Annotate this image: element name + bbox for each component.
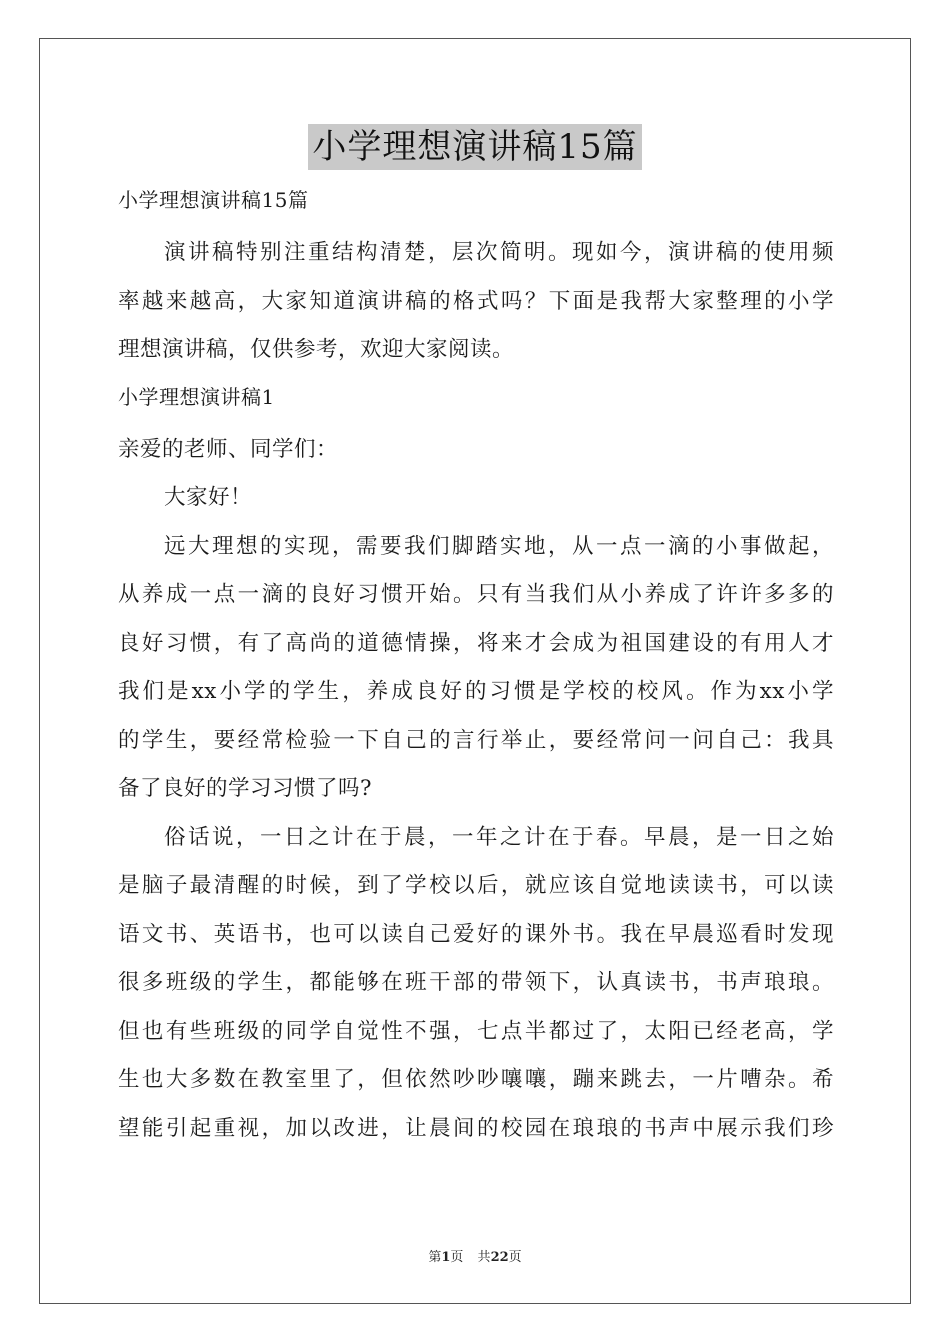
body-line: 俗话说，一日之计在于晨，一年之计在于春。早晨，是一日之始 [164,824,834,850]
document-body [118,178,834,1153]
page-number: 1 [441,1250,451,1265]
total-pages: 22 [490,1250,509,1265]
greeting: 大家好！ [164,485,253,510]
intro-line: 演讲稿特别注重结构清楚，层次简明。现如今，演讲稿的使用频 [164,240,834,265]
page-indicator [428,1250,463,1265]
intro-line: 理想演讲稿，仅供参考，欢迎大家阅读。 [118,337,515,362]
section-heading: 小学理想演讲稿1 [118,384,275,409]
document-subtitle: 小学理想演讲稿15篇 [118,188,309,212]
total-prefix: 共 [477,1250,491,1265]
document-title: 小学理想演讲稿15篇 [308,124,641,170]
intro-paragraph [118,229,834,375]
body-line: 从养成一点一滴的良好习惯开始。只有当我们从小养成了许许多多的 [118,582,834,607]
body-line: 是脑子最清醒的时候，到了学校以后，就应该自觉地读读书，可以读 [118,873,834,898]
body-line: 的学生，要经常检验一下自己的言行举止，要经常问一问自己：我具 [118,727,834,753]
total-pages-indicator [478,1250,522,1265]
intro-line: 率越来越高，大家知道演讲稿的格式吗？下面是我帮大家整理的小学 [118,288,834,314]
body-line: 良好习惯，有了高尚的道德情操，将来才会成为祖国建设的有用人才 [118,630,834,656]
body-line: 但也有些班级的同学自觉性不强，七点半都过了，太阳已经老高，学 [118,1018,834,1044]
title-container [0,124,950,170]
page-prefix: 第 [428,1250,442,1265]
body-line: 备了良好的学习习惯了吗? [118,776,373,801]
body-line: 望能引起重视，加以改进，让晨间的校园在琅琅的书声中展示我们珍 [118,1115,834,1141]
body-line: 生也大多数在教室里了，但依然吵吵嚷嚷，蹦来跳去，一片嘈杂。希 [118,1067,834,1092]
speech-body [118,523,834,1154]
body-line: 很多班级的学生，都能够在班干部的带领下，认真读书，书声琅琅。 [118,970,834,995]
body-line: 我们是xx小学的学生，养成良好的习惯是学校的校风。作为xx小学 [118,679,834,704]
page-footer [0,1246,950,1265]
body-line: 远大理想的实现，需要我们脚踏实地，从一点一滴的小事做起， [164,533,834,559]
page-suffix: 页 [450,1250,464,1265]
body-line: 语文书、英语书，也可以读自己爱好的课外书。我在早晨巡看时发现 [118,921,834,947]
total-suffix: 页 [508,1250,522,1265]
salutation: 亲爱的老师、同学们： [118,436,339,462]
